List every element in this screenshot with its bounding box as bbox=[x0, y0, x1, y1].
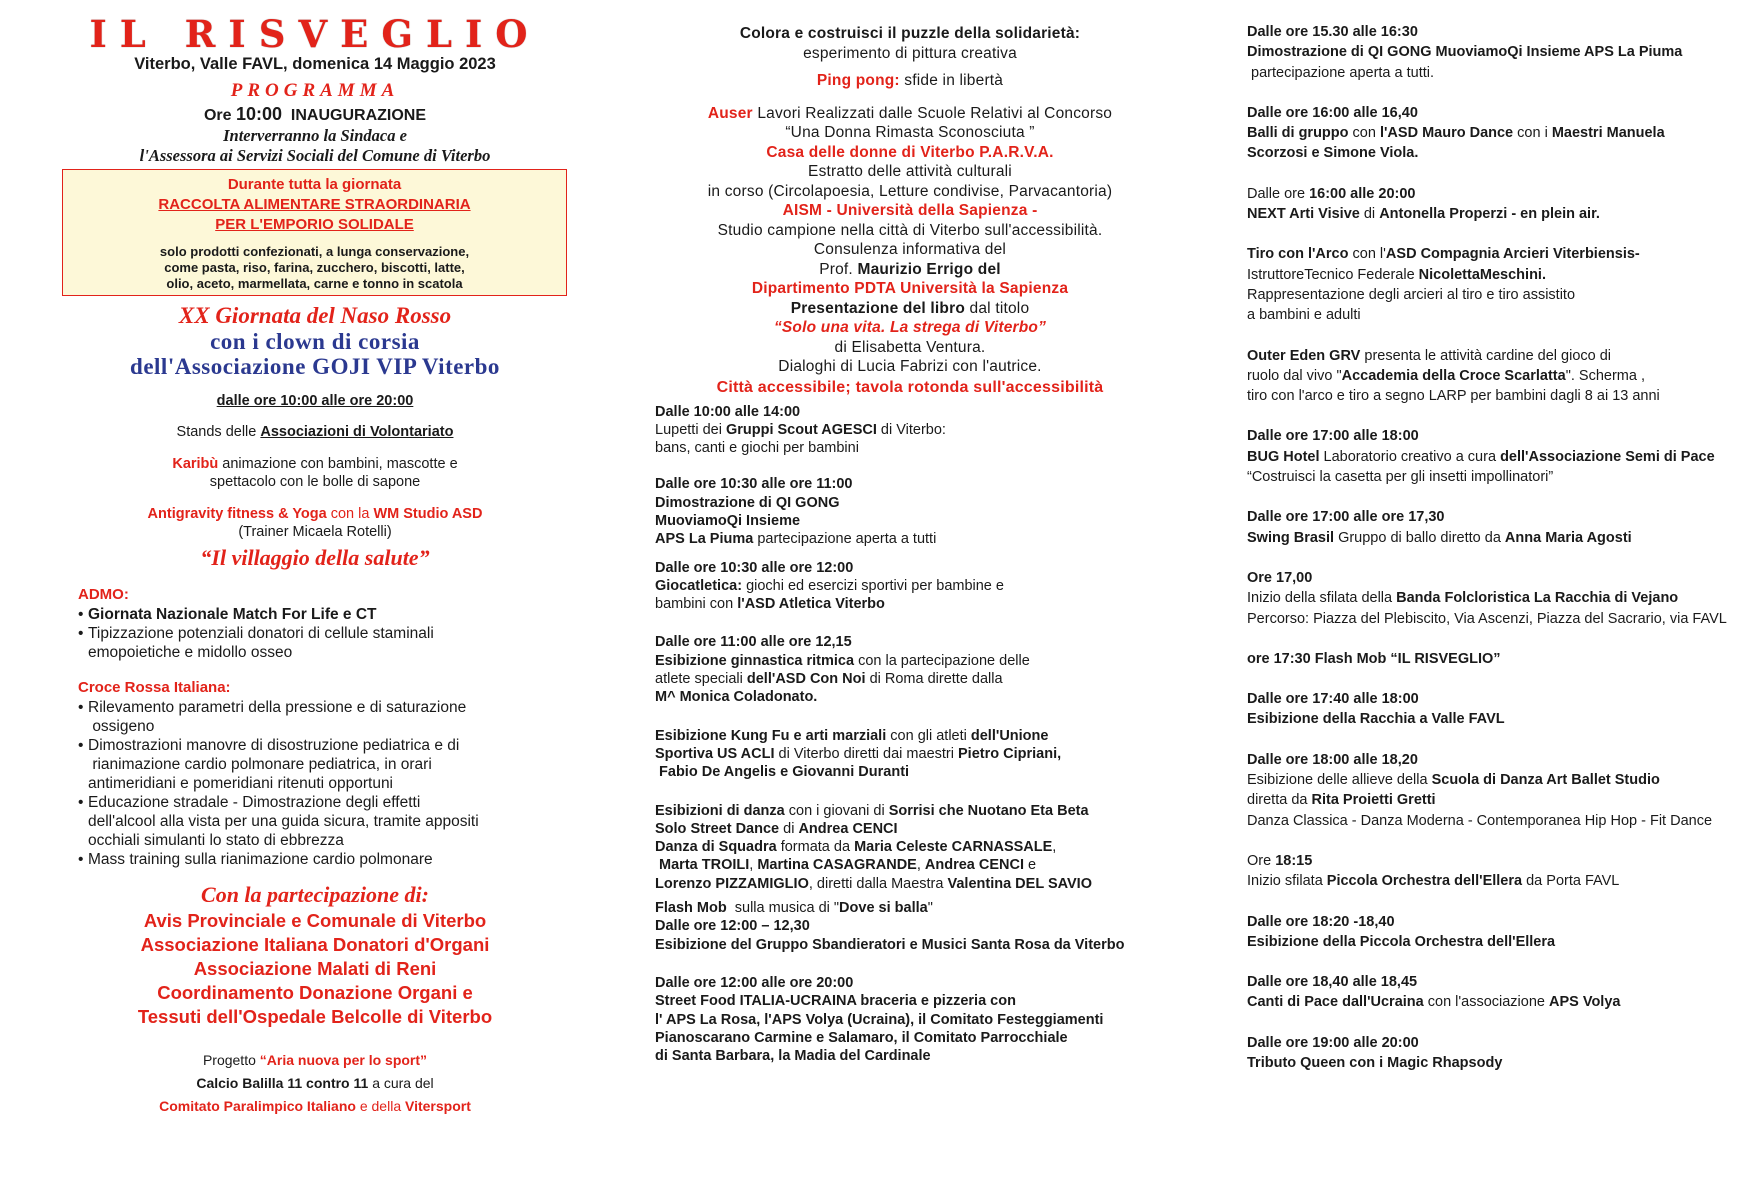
admo-section bbox=[60, 585, 570, 662]
dipartimento-line: Dipartimento PDTA Università la Sapienza bbox=[751, 280, 1069, 297]
colora-line-2: esperimento di pittura creativa bbox=[803, 44, 1017, 62]
trainer-line: (Trainer Micaela Rotelli) bbox=[238, 524, 392, 540]
goji-heading: dell'Associazione GOJI VIP Viterbo bbox=[130, 354, 500, 379]
participant-1: Avis Provinciale e Comunale di Viterbo bbox=[143, 910, 487, 931]
aism-line: AISM - Università della Sapienza - bbox=[782, 202, 1038, 219]
cri-section bbox=[60, 678, 570, 869]
clown-heading: con i clown di corsia bbox=[210, 329, 420, 354]
food-collection-box bbox=[62, 169, 567, 296]
admo-heading: ADMO: bbox=[78, 586, 129, 603]
c3-block-f: Dalle ore 17:00 alle 18:00 BUG Hotel Laboratorio creativo a cura dell'Associazione Semi di Pace “Costruisci la casetta per gli insetti impollinatori” bbox=[1247, 428, 1715, 486]
cri-item-3: • Educazione stradale - Dimostrazione degli effetti dell'alcool alla vista per una guida sicura, tramite appositi occhiali simulanti lo stato di ebbrezza bbox=[78, 793, 570, 850]
event-block-4: Dalle ore 11:00 alle ore 12,15 Esibizione ginnastica ritmica con la partecipazione delle atlete speciali dell'ASD Con Noi di Roma dirette dalla M^ Monica Coladonato. bbox=[655, 634, 1030, 706]
book-title: “Solo una vita. La strega di Viterbo” bbox=[773, 319, 1047, 336]
villaggio-heading: “Il villaggio della salute” bbox=[200, 545, 430, 570]
c3-block-g: Dalle ore 17:00 alle ore 17,30 Swing Brasil Gruppo di ballo diretto da Anna Maria Agosti bbox=[1247, 509, 1632, 546]
interventions-line-2: l'Assessora ai Servizi Sociali del Comune di Viterbo bbox=[139, 146, 491, 165]
participant-4: Coordinamento Donazione Organi e bbox=[157, 982, 473, 1003]
column-left bbox=[60, 0, 570, 1118]
consulenza-line: Consulenza informativa del bbox=[813, 241, 1007, 258]
antigravity-line: Antigravity fitness & Yoga con la WM Studio ASD bbox=[147, 506, 483, 522]
c3-block-m: Dalle ore 18:20 -18,40 Esibizione della Piccola Orchestra dell'Ellera bbox=[1247, 913, 1556, 950]
event-block-6: Esibizioni di danza con i giovani di Sorrisi che Nuotano Eta Beta Solo Street Dance di Andrea CENCI Danza di Squadra formata da Maria Celeste CARNASSALE, Marta TROILI, Martina CASAGRANDE, Andrea CENCI e Lorenzo PIZZAMIGLIO, diretti dalla Maestra Valentina DEL SAVIO bbox=[655, 802, 1092, 892]
c3-block-c: Dalle ore 16:00 alle 20:00 NEXT Arti Visive di Antonella Properzi - en plein air. bbox=[1247, 185, 1600, 223]
hours-line: dalle ore 10:00 alle ore 20:00 bbox=[216, 393, 414, 409]
event-block-8: Dalle ore 12:00 alle ore 20:00 Street Food ITALIA-UCRAINA braceria e pizzeria con l' APS La Rosa, l'APS Volya (Ucraina), il Comitato Festeggiamenti Pianoscarano Carmine e Salamaro, il Comitato Parrocchiale di Santa Barbara, la Madia del Cardinale bbox=[655, 974, 1104, 1065]
cri-item-4: • Mass training sulla rianimazione cardio polmonare bbox=[78, 850, 570, 869]
stands-line: Stands delle Associazioni di Volontariato bbox=[176, 424, 454, 440]
c3-block-h: Ore 17,00 Inizio della sfilata della Banda Folcloristica La Racchia di Vejano Percorso: Piazza del Plebiscito, Via Ascenzi, Piazza del Sacrario, via FAVL bbox=[1247, 569, 1727, 627]
casa-donne-line: Casa delle donne di Viterbo P.A.R.V.A. bbox=[766, 143, 1054, 161]
c3-block-l: Ore 18:15 Inizio sfilata Piccola Orchestra dell'Ellera da Porta FAVL bbox=[1247, 852, 1620, 890]
citta-accessibile-line: Città accessibile; tavola rotonda sull'accessibilità bbox=[716, 378, 1104, 396]
dialoghi-line: Dialoghi di Lucia Fabrizi con l'autrice. bbox=[778, 358, 1042, 375]
box-heading-2: RACCOLTA ALIMENTARE STRAORDINARIA bbox=[158, 196, 471, 213]
admo-item-2: • Tipizzazione potenziali donatori di cellule staminali emopoietiche e midollo osseo bbox=[78, 624, 570, 662]
karibu-line-2: spettacolo con le bolle di sapone bbox=[209, 474, 421, 490]
column-right bbox=[1247, 0, 1744, 1073]
box-text-3: olio, aceto, marmellata, carne e tonno in scatola bbox=[166, 276, 463, 291]
incorso-line: in corso (Circolapoesia, Letture condivise, Parvacantoria) bbox=[707, 182, 1113, 200]
participant-2: Associazione Italiana Donatori d'Organi bbox=[140, 934, 490, 955]
cri-item-2: • Dimostrazioni manovre di disostruzione pediatrica e di rianimazione cardio polmonare pediatrica, in orari antimeridiani e pomeridiani ritenuti opportuni bbox=[78, 736, 570, 793]
cpi-line: Comitato Paralimpico Italiano e della Vitersport bbox=[159, 1098, 471, 1114]
c3-block-i: ore 17:30 Flash Mob “IL RISVEGLIO” bbox=[1247, 650, 1501, 667]
auser-line-2: “Una Donna Rimasta Sconosciuta ” bbox=[785, 124, 1035, 141]
box-text-2: come pasta, riso, farina, zucchero, biscotti, latte, bbox=[164, 260, 465, 275]
c3-block-a: Dalle ore 15.30 alle 16:30 Dimostrazione di QI GONG MuoviamoQi Insieme APS La Piuma partecipazione aperta a tutti. bbox=[1247, 24, 1683, 81]
project-line: Progetto “Aria nuova per lo sport” bbox=[202, 1052, 428, 1068]
column-middle bbox=[655, 0, 1165, 1065]
presentazione-line: Presentazione del libro dal titolo bbox=[790, 299, 1030, 317]
c3-block-e: Outer Eden GRV presenta le attività cardine del gioco di ruolo dal vivo "Accademia della Croce Scarlatta". Scherma , tiro con l'arco e tiro a segno LARP per bambini dagli 8 ai 13 anni bbox=[1247, 347, 1660, 405]
event-block-2: Dalle ore 10:30 alle ore 11:00 Dimostrazione di QI GONG MuoviamoQi Insieme APS La Piuma partecipazione aperta a tutti bbox=[655, 476, 937, 548]
participant-5: Tessuti dell'Ospedale Belcolle di Viterbo bbox=[137, 1006, 493, 1027]
event-subtitle: Viterbo, Valle FAVL, domenica 14 Maggio 2023 bbox=[134, 55, 496, 73]
participation-heading: Con la partecipazione di: bbox=[201, 882, 429, 907]
admo-item-1: • Giornata Nazionale Match For Life e CT bbox=[78, 605, 570, 624]
c3-block-b: Dalle ore 16:00 alle 16,40 Balli di gruppo con l'ASD Mauro Dance con i Maestri Manuela Scorzosi e Simone Viola. bbox=[1247, 104, 1665, 162]
event-block-1: Dalle 10:00 alle 14:00 Lupetti dei Gruppi Scout AGESCI di Viterbo: bans, canti e giochi per bambini bbox=[655, 403, 946, 457]
prof-line: Prof. Maurizio Errigo del bbox=[819, 260, 1001, 278]
studio-line: Studio campione nella città di Viterbo sull'accessibilità. bbox=[717, 221, 1103, 239]
event-block-5: Esibizione Kung Fu e arti marziali con gli atleti dell'Unione Sportiva US ACLI di Viterbo diretti dai maestri Pietro Cipriani, Fabio De Angelis e Giovanni Duranti bbox=[655, 727, 1062, 781]
cri-item-1: • Rilevamento parametri della pressione e di saturazione ossigeno bbox=[78, 698, 570, 736]
event-block-7: Flash Mob sulla musica di "Dove si balla" Dalle ore 12:00 – 12,30 Esibizione del Gruppo Sbandieratori e Musici Santa Rosa da Viterbo bbox=[655, 900, 1125, 953]
karibu-line: Karibù animazione con bambini, mascotte e bbox=[172, 456, 458, 472]
c3-block-j: Dalle ore 17:40 alle 18:00 Esibizione della Racchia a Valle FAVL bbox=[1247, 691, 1505, 728]
c3-block-o: Dalle ore 19:00 alle 20:00 Tributo Queen con i Magic Rhapsody bbox=[1247, 1034, 1503, 1071]
c3-block-k: Dalle ore 18:00 alle 18,20 Esibizione delle allieve della Scuola di Danza Art Ballet Studio diretta da Rita Proietti Gretti Danza Classica - Danza Moderna - Contemporanea Hip Hop - Fit Dance bbox=[1247, 751, 1713, 829]
box-heading-3: PER L'EMPORIO SOLIDALE bbox=[215, 216, 414, 233]
naso-rosso-heading: XX Giornata del Naso Rosso bbox=[178, 303, 452, 328]
calcio-line: Calcio Balilla 11 contro 11 a cura del bbox=[196, 1075, 434, 1091]
interventions-line-1: Interverranno la Sindaca e bbox=[223, 126, 407, 145]
estratto-line: Estratto delle attività culturali bbox=[808, 163, 1012, 180]
ping-pong-line: Ping pong: sfide in libertà bbox=[816, 72, 1004, 89]
colora-line-1: Colora e costruisci il puzzle della solidarietà: bbox=[739, 25, 1081, 42]
c3-block-d: Tiro con l'Arco con l'ASD Compagnia Arcieri Viterbiensis- IstruttoreTecnico Federale NicolettaMeschini. Rappresentazione degli arcieri al tiro e tiro assistito a bambini e adulti bbox=[1247, 246, 1640, 324]
programma-heading: PROGRAMMA bbox=[230, 80, 400, 101]
event-block-3: Dalle ore 10:30 alle ore 12:00 Giocatletica: giochi ed esercizi sportivi per bambine e bambini con l'ASD Atletica Viterbo bbox=[655, 559, 1004, 613]
event-title: IL RISVEGLIO bbox=[89, 12, 541, 56]
participant-3: Associazione Malati di Reni bbox=[193, 958, 437, 979]
c3-block-n: Dalle ore 18,40 alle 18,45 Canti di Pace dall'Ucraina con l'associazione APS Volya bbox=[1247, 974, 1621, 1011]
inauguration-line: Ore 10:00 INAUGURAZIONE bbox=[203, 104, 427, 124]
auser-line: Auser Lavori Realizzati dalle Scuole Relativi al Concorso bbox=[707, 104, 1113, 122]
box-heading-1: Durante tutta la giornata bbox=[227, 176, 402, 193]
author-line: di Elisabetta Ventura. bbox=[834, 338, 986, 356]
cri-heading: Croce Rossa Italiana: bbox=[78, 679, 231, 696]
box-text-1: solo prodotti confezionati, a lunga conservazione, bbox=[159, 244, 470, 259]
